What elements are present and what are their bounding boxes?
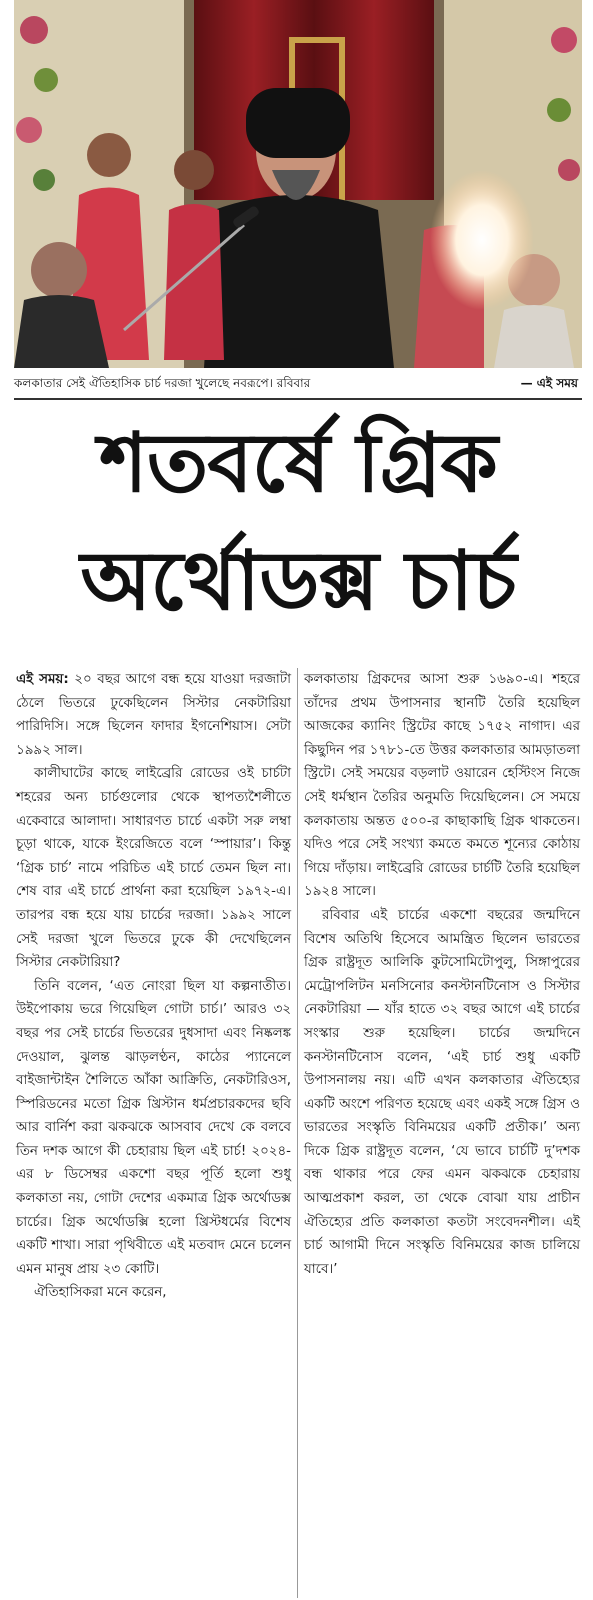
headline xyxy=(14,405,582,641)
article-paragraph: তিনি বলেন, ‘এত নোংরা ছিল যা কল্পনাতীত। উইপোকায় ভরে গিয়েছিল গোটা চার্চ।’ আরও ৩২ বছর পর সেই চার্চের ভিতরের দুধসাদা এবং নিষ্কলঙ্ক দেওয়াল, ঝুলন্ত ঝাড়লণ্ঠন, কাঠের প্যানেলে বাইজান্টাইন শৈলিতে আঁকা আক্রিতি, নেকটারিওস, স্পিরিডনের মতো গ্রিক খ্রিস্টান ধর্মপ্রচারকদের ছবি আর বার্নিশ করা ঝকঝকে আসবাব দেখে কে বলবে তিন দশক আগে কী চেহারায় ছিল এই চার্চ! ২০২৪-এর ৮ ডিসেম্বর একশো বছর পূর্তি হলো শুধু কলকাতা নয়, গোটা দেশের একমাত্র গ্রিক অর্থোডক্স চার্চের। গ্রিক অর্থোডক্সি হলো খ্রিস্টধর্মের বিশেষ একটি শাখা। সারা পৃথিবীতে এই মতবাদ মেনে চলেন এমন মানুষ প্রায় ২৩ কোটি। xyxy=(16,978,291,1277)
article-paragraph: ঐতিহাসিকরা মনে করেন, xyxy=(34,1285,167,1301)
photo-caption: কলকাতার সেই ঐতিহাসিক চার্চ দরজা খুলেছে নবরূপে। রবিবার xyxy=(14,376,311,390)
article-paragraph: কলকাতায় গ্রিকদের আসা শুরু ১৬৯০-এ। শহরে তাঁদের প্রথম উপাসনার স্থানটি তৈরি হয়েছিল আজকের ক্যানিং স্ট্রিটের কাছে ১৭৫২ নাগাদ। এর কিছুদিন পর ১৭৮১-তে উত্তর কলকাতার আমড়াতলা স্ট্রিটে। সেই সময়ের বড়লাট ওয়ারেন হেস্টিংস নিজে সেই ধর্মস্থান তৈরির অনুমতি দিয়েছিলেন। সে সময়ে কলকাতায় অন্তত ৫০০-র কাছাকাছি গ্রিক থাকতেন। যদিও পরে সেই সংখ্যা কমতে কমতে শূন্যের কোঠায় গিয়ে দাঁড়ায়। লাইব্রেরি রোডের চার্চটি তৈরি হয়েছিল ১৯২৪ সালে। xyxy=(304,672,580,900)
article-column-left xyxy=(14,668,298,1598)
article-paragraph: রবিবার এই চার্চের একশো বছরের জন্মদিনে বিশেষ অতিথি হিসেবে আমন্ত্রিত ছিলেন ভারতের গ্রিক রাষ্ট্রদূত আলিকি কুটসোমিটোপুলু, সিঙ্গাপুরের মেট্রোপলিটন মনসিনোর কনস্টানটিনোস ও সিস্টার নেকটারিয়া — যাঁর হাতে ৩২ বছর আগে এই চার্চের সংস্কার শুরু হয়েছিল। চার্চের জন্মদিনে কনস্টানটিনোস বলেন, ‘এই চার্চ শুধু একটি উপাসনালয় নয়। এটি এখন কলকাতার ঐতিহ্যের একটি অংশে পরিণত হয়েছে এবং একই সঙ্গে গ্রিস ও ভারতের সংস্কৃতি বিনিময়ের একটি প্রতীক।’ অন্য দিকে গ্রিক রাষ্ট্রদূত বলেন, ‘যে ভাবে চার্চটি দু’দশক বন্ধ থাকার পরে ফের এমন ঝকঝকে চেহারায় আত্মপ্রকাশ করল, তা থেকে বোঝা যায় প্রাচীন ঐতিহ্যের প্রতি কলকাতা কতটা সংবেদনশীল। এই চার্চ আগামী দিনে সংস্কৃতি বিনিময়ের কাজ চালিয়ে যাবে।’ xyxy=(304,907,580,1277)
photo-caption-bar xyxy=(14,372,582,400)
dateline: এই সময়: xyxy=(16,672,69,687)
headline-line-2: অর্থোডক্স চার্চ xyxy=(80,534,516,629)
photo-credit: — এই সময় xyxy=(520,376,578,390)
paragraph-text: ২০ বছর আগে বন্ধ হয়ে যাওয়া দরজাটা ঠেলে ভিতরে ঢুকেছিলেন সিস্টার নেকটারিয়া পারিদিসি। সঙ্গে ছিলেন ফাদার ইগনেশিয়াস। সেটা ১৯৯২ সাল। xyxy=(16,672,291,758)
headline-line-1: শতবর্ষে গ্রিক xyxy=(99,416,497,511)
article-paragraph: কালীঘাটের কাছে লাইব্রেরি রোডের ওই চার্চটা শহরের অন্য চার্চগুলোর থেকে স্থাপত্যশৈলীতে একেবারে আলাদা। সাধারণত চার্চে একটা সরু লম্বা চূড়া থাকে, যাকে ইংরেজিতে বলে ‘স্পায়ার’। কিন্তু ‘গ্রিক চার্চ’ নামে পরিচিত এই চার্চে তেমন ছিল না। শেষ বার এই চার্চে প্রার্থনা করা হয়েছিল ১৯৭২-এ। তারপর বন্ধ হয়ে যায় চার্চের দরজা। ১৯৯২ সালে সেই দরজা খুলে ভিতরে ঢুকে কী দেখেছিলেন সিস্টার নেকটারিয়া? xyxy=(16,766,291,971)
article-paragraph xyxy=(16,668,291,762)
article-photo xyxy=(14,0,582,368)
article-body xyxy=(14,668,582,1598)
article-column-right xyxy=(298,668,582,1598)
